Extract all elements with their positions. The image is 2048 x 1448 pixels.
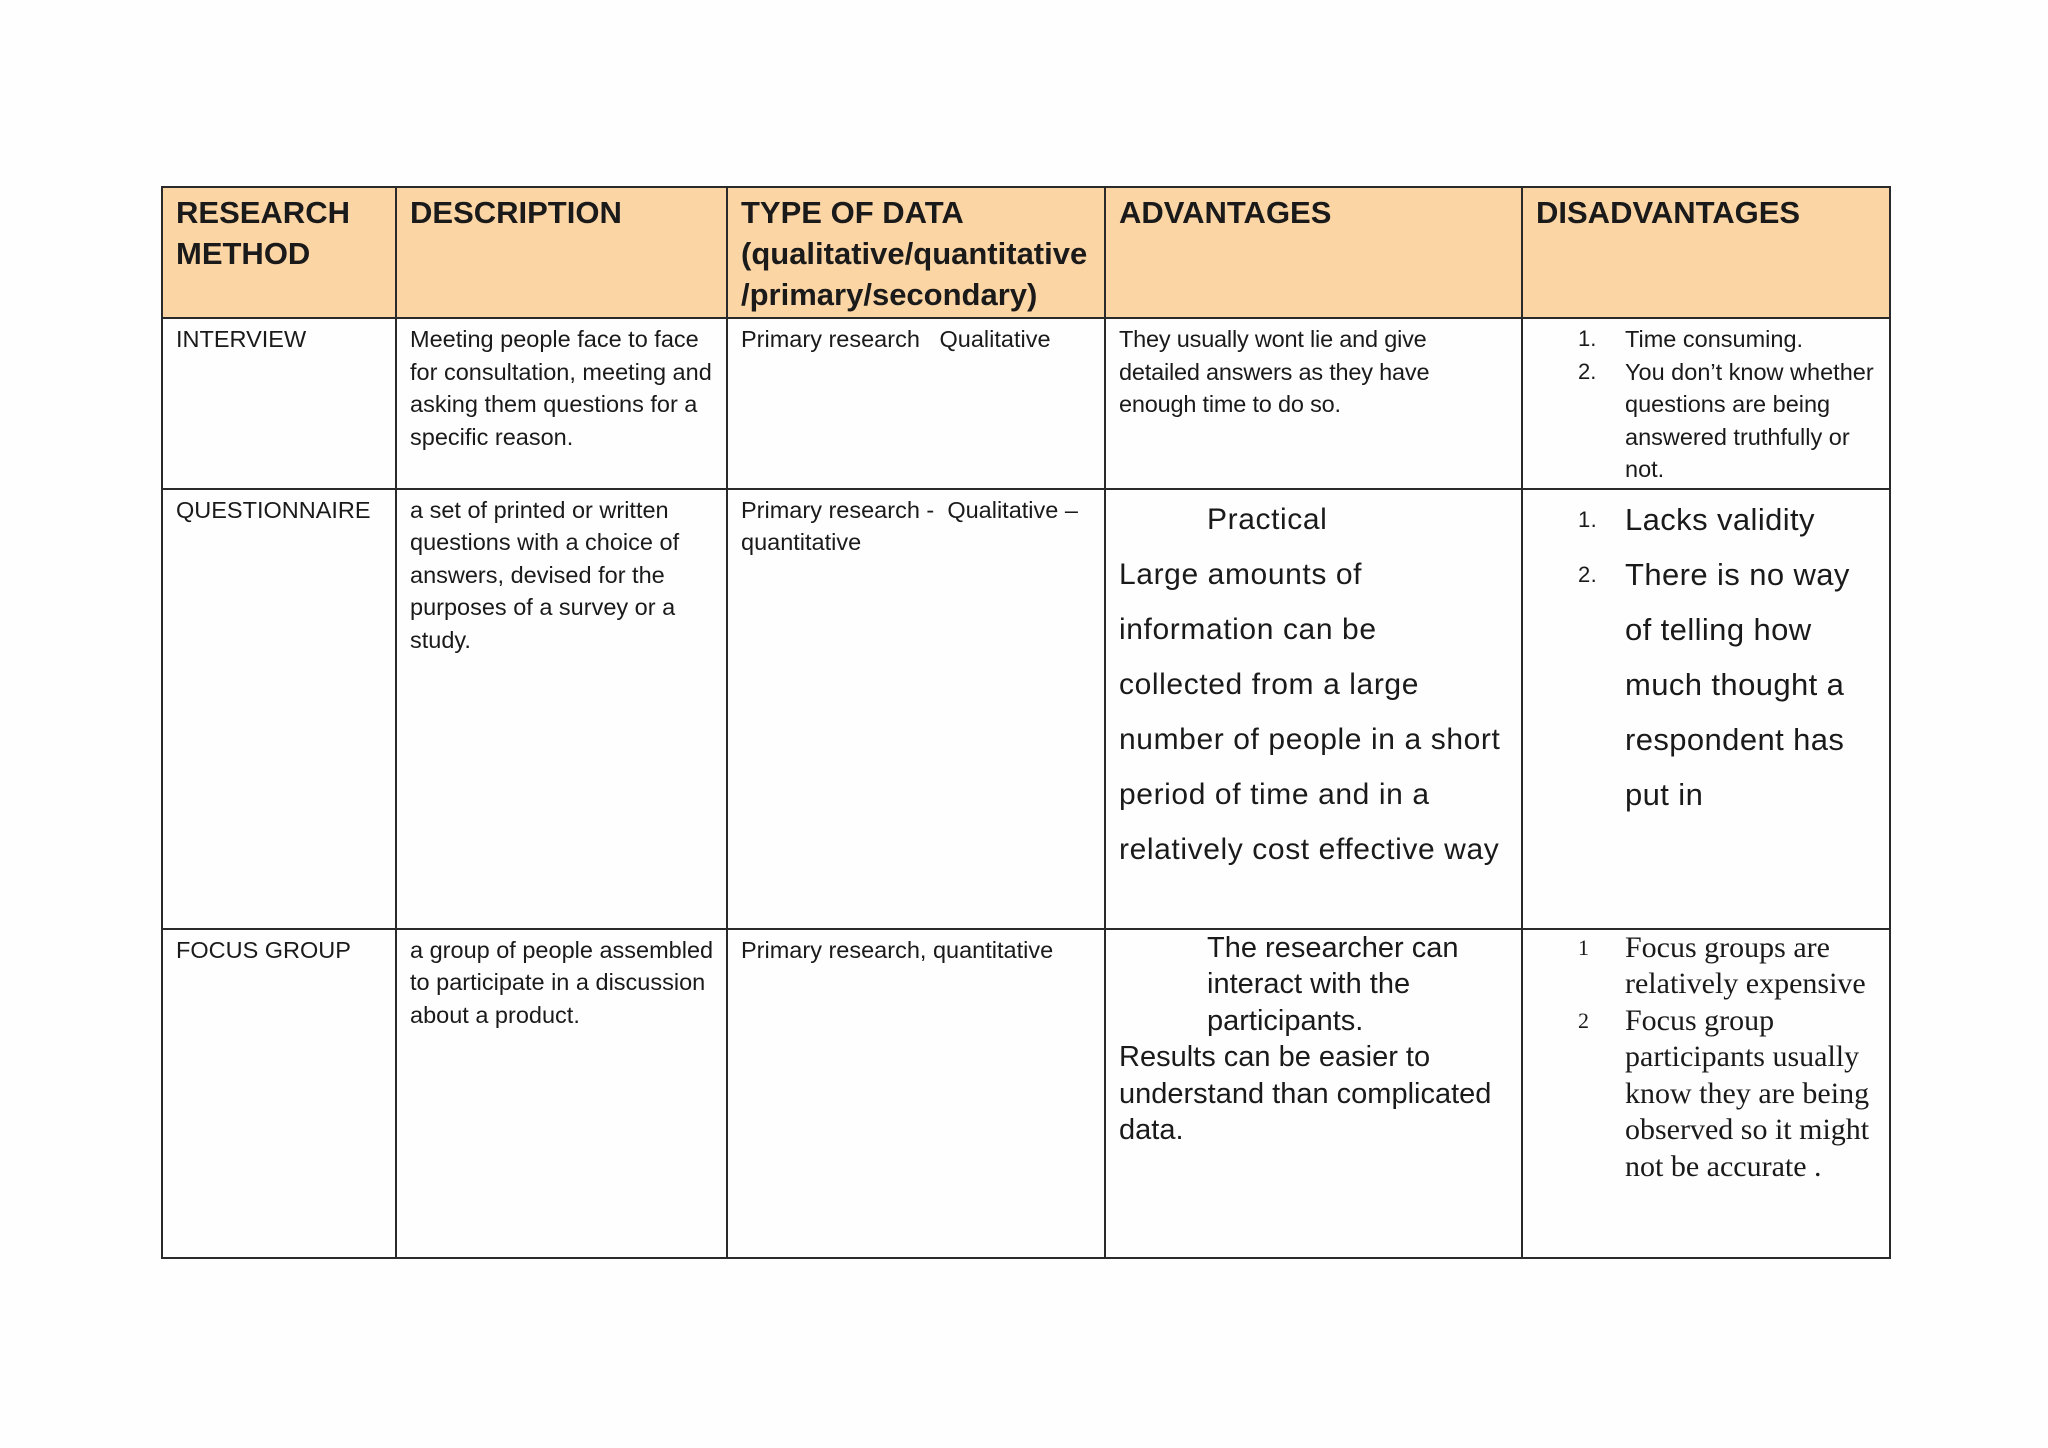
type-text-interview: Primary research Qualitative [741,326,1051,352]
list-item-text: There is no way of telling how much thought a respondent has put in [1625,556,1850,812]
cell-advantages-focus-group [1105,929,1522,1258]
header-method-line-2: METHOD [176,236,311,271]
cell-advantages-interview: They usually wont lie and give detailed answers as they have enough time to do so. [1105,318,1522,489]
list-item [1536,930,1877,1003]
list-item [1536,323,1877,356]
list-item-text: Focus groups are relatively expensive [1625,930,1866,1000]
cell-method-questionnaire: QUESTIONNAIRE [162,489,396,929]
list-number: 2. [1578,561,1598,587]
cell-advantages-questionnaire [1105,489,1522,929]
cell-method-interview: INTERVIEW [162,318,396,489]
disadvantages-list-questionnaire [1536,492,1877,822]
header-type-line-2: (qualitative/quantitative [741,236,1088,271]
list-number: 1 [1578,934,1589,960]
cell-description-interview: Meeting people face to face for consultation, meeting and asking them questions for a specific reason. [396,318,727,489]
advantage-line-2: Large amounts of information can be collected from a large number of people in a short period of time and in a relatively cost effective way [1119,557,1501,866]
list-item [1536,547,1877,822]
advantages-focus-group [1119,930,1509,1149]
list-item-text: Time consuming. [1625,326,1804,352]
advantage-line-2: Results can be easier to understand than complicated data. [1119,1041,1492,1146]
header-disadvantages [1522,187,1890,318]
disadvantages-list-interview [1536,323,1877,486]
list-item [1536,492,1877,547]
cell-type-interview [727,318,1105,489]
advantage-line-1: Practical [1207,502,1328,536]
advantages-questionnaire [1119,492,1509,877]
cell-method-focus-group: FOCUS GROUP [162,929,396,1258]
cell-description-questionnaire: a set of printed or written questions with a choice of answers, devised for the purposes of a survey or a study. [396,489,727,929]
advantage-line-1: The researcher can interact with the participants. [1207,931,1459,1037]
list-number: 2 [1578,1007,1589,1033]
list-number: 1. [1578,506,1598,532]
header-description-text: DESCRIPTION [410,195,622,230]
list-item-text: Focus group participants usually know they are being observed so it might not be accurate . [1625,1003,1870,1183]
list-item [1536,1003,1877,1186]
list-item-text: You don’t know whether questions are being answered truthfully or not. [1625,358,1874,482]
table-row-questionnaire [162,489,1890,929]
type-text-questionnaire: Primary research - Qualitative – quantitative [741,496,1085,555]
header-advantages [1105,187,1522,318]
list-number: 2. [1578,358,1597,384]
cell-type-focus-group: Primary research, quantitative [727,929,1105,1258]
list-item-text: Lacks validity [1625,501,1815,537]
header-disadvantages-text: DISADVANTAGES [1536,195,1801,230]
header-method-line-1: RESEARCH [176,195,350,230]
cell-disadvantages-interview [1522,318,1890,489]
cell-disadvantages-focus-group [1522,929,1890,1258]
header-type-of-data [727,187,1105,318]
table-row-interview [162,318,1890,489]
header-advantages-text: ADVANTAGES [1119,195,1332,230]
cell-description-focus-group: a group of people assembled to participate in a discussion about a product. [396,929,727,1258]
header-description [396,187,727,318]
list-number: 1. [1578,326,1597,351]
table-row-focus-group [162,929,1890,1258]
research-methods-table [161,186,1891,1259]
cell-type-questionnaire [727,489,1105,929]
header-type-line-1: TYPE OF DATA [741,195,964,230]
header-row [162,187,1890,318]
list-item [1536,356,1877,486]
header-research-method [162,187,396,318]
header-type-line-3: /primary/secondary) [741,277,1038,312]
cell-disadvantages-questionnaire [1522,489,1890,929]
disadvantages-list-focus-group [1536,930,1877,1186]
